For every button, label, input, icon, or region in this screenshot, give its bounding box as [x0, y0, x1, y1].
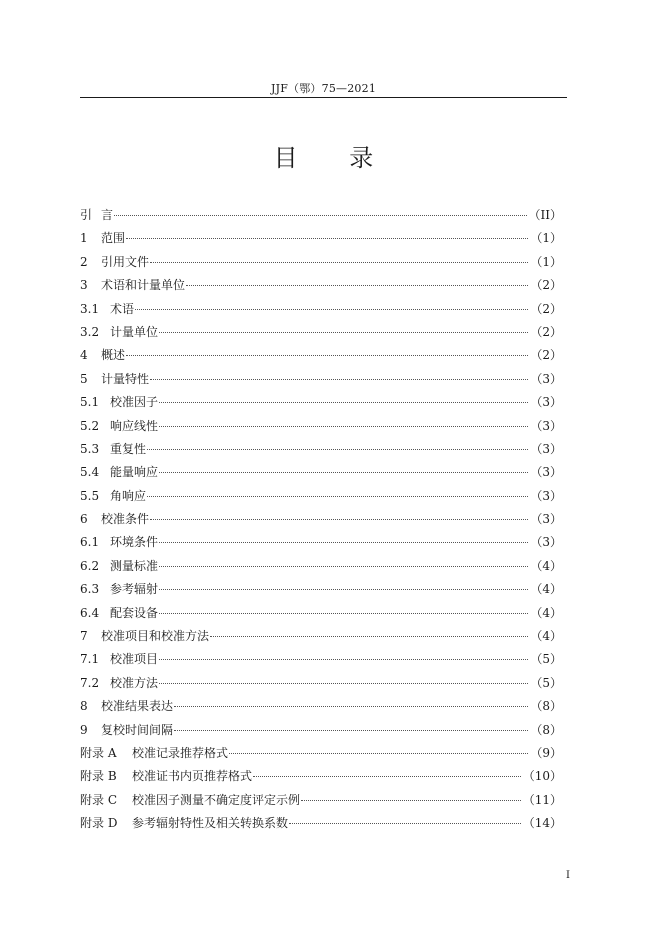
- toc-entry-title: 校准项目: [110, 652, 159, 667]
- toc-entry[interactable]: [80, 578, 562, 601]
- toc-entry-title: 配套设备: [110, 605, 159, 620]
- toc-dot-leader: [174, 706, 528, 707]
- toc-entry-number: 7.2: [80, 675, 100, 690]
- toc-dot-leader: [229, 753, 528, 754]
- toc-dot-leader: [159, 542, 528, 543]
- toc-entry-page: （10）: [522, 769, 562, 784]
- toc-entry-number: 5.1: [80, 395, 100, 410]
- toc-entry-page: （3）: [530, 488, 562, 503]
- toc-entry[interactable]: [80, 321, 562, 344]
- toc-entry[interactable]: [80, 742, 562, 765]
- toc-entry[interactable]: [80, 438, 562, 461]
- toc-entry-page: （3）: [530, 418, 562, 433]
- toc-entry-page: （3）: [530, 465, 562, 480]
- toc-entry[interactable]: [80, 391, 562, 414]
- toc-entry[interactable]: [80, 368, 562, 391]
- toc-entry-title: 校准方法: [110, 675, 159, 690]
- toc-entry-page: （1）: [530, 231, 562, 246]
- toc-entry[interactable]: [80, 672, 562, 695]
- toc-entry-title: 响应线性: [110, 418, 159, 433]
- toc-entry-title: 角响应: [110, 488, 147, 503]
- toc-entry-page: （2）: [530, 278, 562, 293]
- toc-dot-leader: [159, 683, 528, 684]
- toc-entry-page: （3）: [530, 535, 562, 550]
- toc-dot-leader: [174, 730, 528, 731]
- toc-entry-title: 引用文件: [101, 254, 150, 269]
- toc-entry[interactable]: [80, 648, 562, 671]
- toc-entry-page: （11）: [522, 792, 562, 807]
- toc-dot-leader: [147, 449, 528, 450]
- toc-dot-leader: [289, 823, 521, 824]
- toc-entry-number: 6.4: [80, 605, 100, 620]
- toc-dot-leader: [159, 402, 528, 403]
- toc-entry-number: 引: [80, 208, 93, 222]
- toc-dot-leader: [150, 262, 528, 263]
- toc-entry-title: 重复性: [110, 441, 147, 456]
- toc-entry[interactable]: [80, 719, 562, 742]
- toc-dot-leader: [114, 215, 527, 216]
- toc-dot-leader: [150, 519, 528, 520]
- toc-entry[interactable]: [80, 765, 562, 788]
- toc-entry[interactable]: [80, 789, 562, 812]
- toc-entry[interactable]: [80, 298, 562, 321]
- toc-dot-leader: [147, 496, 528, 497]
- toc-entry-page: （3）: [530, 512, 562, 527]
- toc-entry-title: 术语: [110, 301, 135, 316]
- toc-dot-leader: [126, 355, 528, 356]
- toc-entry-page: （3）: [530, 371, 562, 386]
- toc-entry[interactable]: [80, 227, 562, 250]
- document-header: JJF（鄂）75—2021: [270, 82, 377, 95]
- toc-entry-page: （4）: [530, 582, 562, 597]
- table-of-contents: [80, 204, 562, 836]
- toc-entry-page: （II）: [528, 208, 562, 222]
- toc-dot-leader: [159, 659, 528, 660]
- toc-entry-number: 附录 B: [80, 769, 117, 784]
- toc-entry-number: 2: [80, 254, 88, 269]
- toc-dot-leader: [210, 636, 528, 637]
- toc-entry-page: （4）: [530, 605, 562, 620]
- toc-entry-number: 4: [80, 348, 88, 363]
- toc-entry[interactable]: [80, 485, 562, 508]
- toc-entry[interactable]: [80, 531, 562, 554]
- toc-entry-number: 1: [80, 231, 88, 246]
- toc-entry-title: 参考辐射特性及相关转换系数: [132, 816, 289, 831]
- toc-entry-title: 复校时间间隔: [101, 722, 174, 737]
- toc-entry[interactable]: [80, 274, 562, 297]
- toc-entry-page: （4）: [530, 558, 562, 573]
- toc-entry-number: 3: [80, 278, 88, 293]
- toc-dot-leader: [150, 379, 528, 380]
- toc-entry-page: （3）: [530, 441, 562, 456]
- toc-entry-page: （9）: [530, 745, 562, 760]
- toc-entry[interactable]: [80, 461, 562, 484]
- toc-entry-title: 校准结果表达: [101, 699, 174, 714]
- toc-entry-title: 环境条件: [110, 535, 159, 550]
- toc-dot-leader: [126, 238, 528, 239]
- toc-entry-page: （8）: [530, 722, 562, 737]
- toc-entry[interactable]: [80, 415, 562, 438]
- toc-entry-title: 能量响应: [110, 465, 159, 480]
- toc-entry-number: 附录 D: [80, 816, 118, 831]
- toc-entry[interactable]: [80, 812, 562, 835]
- toc-entry-title: 校准因子: [110, 395, 159, 410]
- toc-entry-page: （2）: [530, 324, 562, 339]
- toc-entry[interactable]: [80, 251, 562, 274]
- toc-entry-title: 术语和计量单位: [101, 278, 186, 293]
- toc-title: 目 录: [273, 144, 396, 172]
- toc-entry-number: 6: [80, 512, 88, 527]
- toc-entry-title: 测量标准: [110, 558, 159, 573]
- toc-entry-page: （3）: [530, 395, 562, 410]
- toc-entry-page: （4）: [530, 629, 562, 644]
- toc-dot-leader: [159, 472, 528, 473]
- toc-entry-title: 概述: [101, 348, 126, 363]
- toc-entry[interactable]: [80, 625, 562, 648]
- toc-entry-number: 附录 A: [80, 745, 117, 760]
- toc-dot-leader: [159, 589, 528, 590]
- toc-dot-leader: [301, 800, 521, 801]
- toc-entry-number: 7.1: [80, 652, 100, 667]
- header-rule: [80, 97, 567, 98]
- toc-entry-number: 5: [80, 371, 88, 386]
- toc-entry-number: 3.2: [80, 324, 100, 339]
- toc-dot-leader: [159, 613, 528, 614]
- toc-entry[interactable]: [80, 555, 562, 578]
- toc-entry-number: 5.2: [80, 418, 100, 433]
- toc-dot-leader: [253, 776, 521, 777]
- toc-entry[interactable]: [80, 695, 562, 718]
- toc-entry-number: 9: [80, 722, 88, 737]
- toc-entry-title: 校准条件: [101, 512, 150, 527]
- toc-entry-number: 8: [80, 699, 88, 714]
- toc-entry-number: 附录 C: [80, 792, 117, 807]
- toc-entry[interactable]: [80, 602, 562, 625]
- toc-entry-title: 计量特性: [101, 371, 150, 386]
- toc-entry-number: 6.3: [80, 582, 100, 597]
- toc-entry-page: （8）: [530, 699, 562, 714]
- toc-entry[interactable]: [80, 204, 562, 227]
- toc-entry[interactable]: [80, 508, 562, 531]
- toc-dot-leader: [135, 309, 528, 310]
- toc-entry-title: 校准因子测量不确定度评定示例: [132, 792, 301, 807]
- toc-entry-title: 言: [101, 208, 114, 222]
- toc-dot-leader: [186, 285, 528, 286]
- toc-entry-title: 校准项目和校准方法: [101, 629, 210, 644]
- toc-dot-leader: [159, 566, 528, 567]
- toc-entry-number: 6.1: [80, 535, 100, 550]
- toc-entry-number: 3.1: [80, 301, 100, 316]
- toc-entry-title: 校准记录推荐格式: [132, 745, 229, 760]
- toc-dot-leader: [159, 332, 528, 333]
- toc-entry-page: （14）: [522, 816, 562, 831]
- toc-entry-title: 参考辐射: [110, 582, 159, 597]
- toc-entry-page: （2）: [530, 348, 562, 363]
- page-number: I: [566, 870, 570, 881]
- toc-dot-leader: [159, 426, 528, 427]
- toc-entry-number: 6.2: [80, 558, 100, 573]
- toc-entry-page: （1）: [530, 254, 562, 269]
- toc-entry-page: （2）: [530, 301, 562, 316]
- toc-entry-number: 5.4: [80, 465, 100, 480]
- toc-entry-number: 5.3: [80, 441, 100, 456]
- toc-entry-number: 5.5: [80, 488, 100, 503]
- toc-entry[interactable]: [80, 344, 562, 367]
- toc-entry-number: 7: [80, 629, 88, 644]
- toc-entry-title: 范围: [101, 231, 126, 246]
- toc-entry-page: （5）: [530, 652, 562, 667]
- toc-entry-title: 计量单位: [110, 324, 159, 339]
- toc-entry-title: 校准证书内页推荐格式: [132, 769, 253, 784]
- toc-entry-page: （5）: [530, 675, 562, 690]
